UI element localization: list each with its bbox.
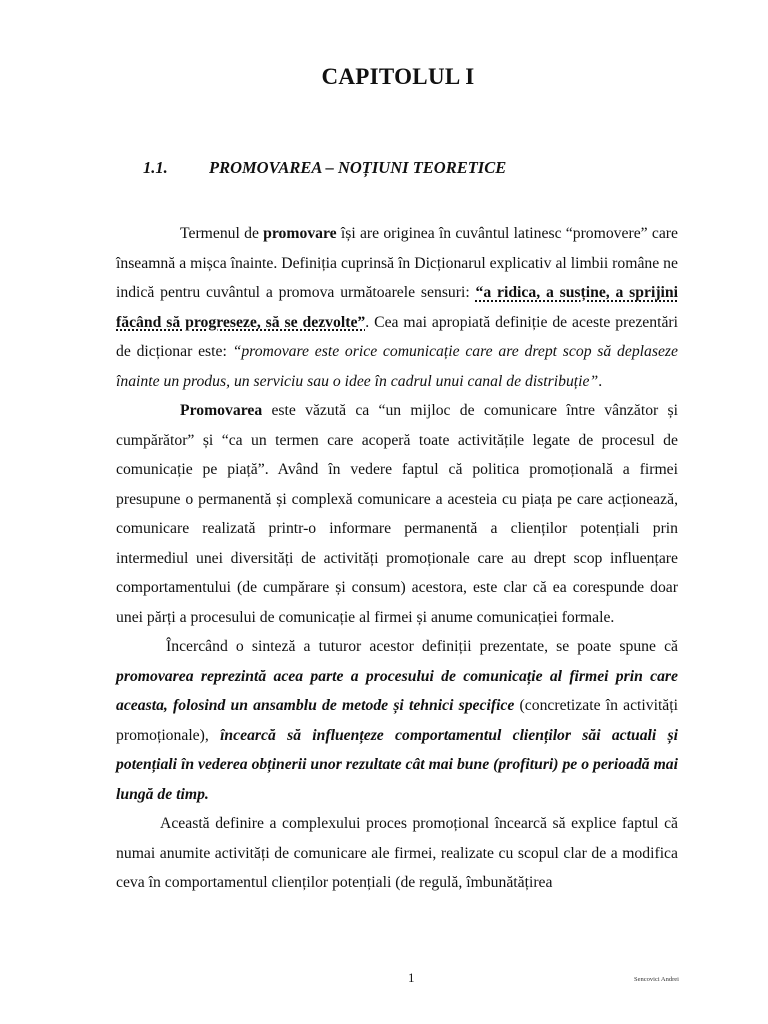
paragraph-2 (116, 396, 678, 632)
paragraph-3 (116, 632, 678, 809)
p2-bold-term: Promovarea (180, 402, 263, 419)
p2-text-1: este văzută ca “un mijloc de comunicare între vânzător și cumpărător” și “ca un termen care acoperă toate activitățile legate de procesul de comunicație pe piață”. Având în vedere faptul că politica promoțională a firmei presupune o permanentă și complexă comunicare a acesteia cu piața pe care acționează, comunicare realizată printr-o informare permanentă a clienților potențiali prin intermediul unei diversități de activități promoționale care au drept scop influențare comportamentului (de cumpărare și consum) acestora, este clar că ea corespunde doar unei părți a procesului de comunicație al firmei și anume comunicației formale. (116, 402, 678, 626)
p1-text-4: . (598, 372, 603, 390)
body-text (116, 219, 678, 898)
p1-italic-quote: “promovare este orice comunicație care are drept scop să deplaseze înainte un produs, un serviciu sau o idee în cadrul unui canal de distribuție” (116, 343, 678, 390)
section-title: PROMOVAREA – NOȚIUNI TEORETICE (209, 158, 507, 177)
paragraph-4 (116, 809, 678, 898)
footer-author: Sencovici Andrei (634, 976, 679, 983)
p1-text-2: își are originea în cuvântul latinesc “promovere” care înseamnă a mișca înainte. Definiția cuprinsă în Dicționarul explicativ al limbii române ne indică pentru cuvântul a promova următoarele sensuri: (116, 225, 678, 301)
page-number: 1 (408, 970, 415, 985)
p1-text-3: . Cea mai apropiată definiție de aceste prezentări de dicționar este: (116, 313, 678, 360)
p1-bold-term: promovare (263, 225, 337, 242)
p4-text-1: Această definire a complexului proces promoțional încearcă să explice faptul că numai anumite activități de comunicare ale firmei, realizate cu scopul clar de a modifica ceva în comportamentul clienților potențiali (de regulă, îmbunătățirea (116, 815, 678, 891)
section-number: 1.1. (143, 158, 168, 177)
p1-text-1: Termenul de (180, 225, 264, 242)
section-heading (143, 158, 506, 178)
chapter-title: CAPITOLUL I (321, 64, 475, 89)
p3-bold-italic-1: promovarea reprezintă acea parte a procesului de comunicație al firmei prin care aceasta, folosind un ansamblu de metode și tehnici specifice (116, 667, 678, 714)
p1-underlined-definition: “a ridica, a susține, a sprijini făcând să progreseze, să se dezvolte” (116, 284, 679, 331)
p3-bold-italic-2: încearcă să influențeze comportamentul clienților săi actuali și potențiali în vederea obținerii unor rezultate cât mai bune (profituri) pe o perioadă mai lungă de timp. (116, 726, 678, 803)
p3-text-1: Încercând o sinteză a tuturor acestor definiții prezentate, se poate spune că (166, 638, 678, 655)
p3-text-2: (concretizate în activități promoționale), (116, 697, 678, 744)
paragraph-1 (116, 219, 678, 396)
